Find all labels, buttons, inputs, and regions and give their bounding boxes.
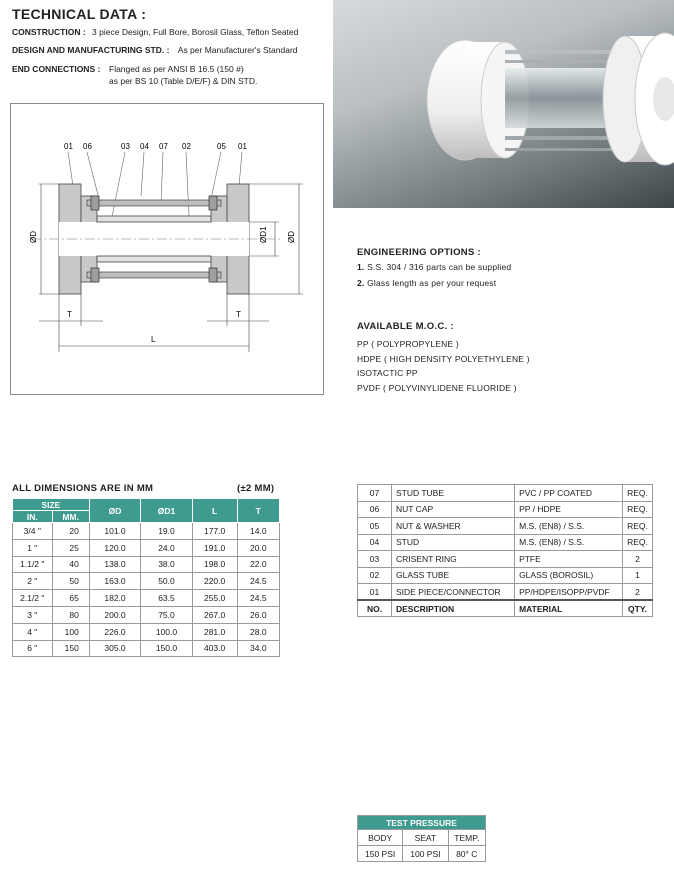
in-header: IN. — [13, 511, 53, 523]
part-desc: SIDE PIECE/CONNECTOR — [392, 584, 515, 601]
cross-section-diagram — [11, 104, 323, 394]
cell-in: 3 " — [13, 606, 53, 623]
header-material: MATERIAL — [515, 600, 623, 617]
col-temp: TEMP. — [448, 830, 486, 846]
cell-d: 226.0 — [89, 623, 140, 640]
cell-l: 220.0 — [192, 573, 237, 590]
cell-mm: 20 — [52, 523, 89, 540]
table-row — [358, 830, 486, 846]
test-pressure-table — [357, 815, 486, 862]
table-row — [358, 518, 653, 535]
cell-l: 403.0 — [192, 640, 237, 657]
col-seat: SEAT — [403, 830, 448, 846]
cell-t: 24.5 — [237, 590, 279, 607]
part-no: 07 — [358, 485, 392, 502]
part-material: PVC / PP COATED — [515, 485, 623, 502]
callout-06: 06 — [83, 142, 92, 151]
technical-data-title: TECHNICAL DATA : — [12, 6, 147, 22]
cell-mm: 65 — [52, 590, 89, 607]
cell-mm: 50 — [52, 573, 89, 590]
part-desc: GLASS TUBE — [392, 567, 515, 584]
table-row — [358, 584, 653, 601]
cell-in: 2.1/2 " — [13, 590, 53, 607]
cell-t: 20.0 — [237, 539, 279, 556]
col-body: BODY — [358, 830, 403, 846]
cell-in: 2 " — [13, 573, 53, 590]
product-photo — [333, 0, 674, 208]
dim-t-left: T — [67, 310, 72, 319]
cell-in: 1 " — [13, 539, 53, 556]
engineering-item-1-num: 1. — [357, 262, 365, 272]
col-d-header: ØD — [89, 499, 140, 523]
table-row — [358, 501, 653, 518]
cell-d1: 150.0 — [141, 640, 192, 657]
part-desc: NUT CAP — [392, 501, 515, 518]
cell-mm: 40 — [52, 556, 89, 573]
end-value-1: Flanged as per ANSI B 16.5 (150 #) — [109, 64, 244, 74]
test-pressure-heading: TEST PRESSURE — [358, 816, 486, 830]
engineering-item-2-num: 2. — [357, 278, 365, 288]
cell-l: 191.0 — [192, 539, 237, 556]
header-qty: QTY. — [623, 600, 653, 617]
part-no: 06 — [358, 501, 392, 518]
engineering-item-1-text: S.S. 304 / 316 parts can be supplied — [367, 262, 512, 272]
col-t-header: T — [237, 499, 279, 523]
cell-t: 24.5 — [237, 573, 279, 590]
cell-t: 14.0 — [237, 523, 279, 540]
cell-d: 200.0 — [89, 606, 140, 623]
table-row — [358, 551, 653, 568]
cell-d: 305.0 — [89, 640, 140, 657]
cell-in: 4 " — [13, 623, 53, 640]
mm-header: MM. — [52, 511, 89, 523]
construction-value: 3 piece Design, Full Bore, Borosil Glass, Teflon Seated — [92, 27, 299, 37]
design-value: As per Manufacturer's Standard — [177, 45, 298, 55]
moc-item: ISOTACTIC PP — [357, 368, 418, 378]
part-no: 05 — [358, 518, 392, 535]
part-desc: STUD — [392, 534, 515, 551]
cell-in: 6 " — [13, 640, 53, 657]
table-row — [13, 573, 280, 590]
callout-01-left: 01 — [64, 142, 73, 151]
engineering-item-2 — [357, 276, 496, 291]
part-no: 03 — [358, 551, 392, 568]
cell-mm: 150 — [52, 640, 89, 657]
moc-list — [357, 337, 657, 395]
cell-l: 255.0 — [192, 590, 237, 607]
part-qty: REQ. — [623, 485, 653, 502]
value-seat: 100 PSI — [403, 846, 448, 862]
table-row — [13, 539, 280, 556]
cell-d: 138.0 — [89, 556, 140, 573]
part-qty: 2 — [623, 584, 653, 601]
moc-item: PP ( POLYPROPYLENE ) — [357, 339, 459, 349]
moc-item: HDPE ( HIGH DENSITY POLYETHYLENE ) — [357, 353, 530, 364]
callout-04: 04 — [140, 142, 149, 151]
technical-drawing — [10, 103, 324, 395]
table-row — [358, 485, 653, 502]
cell-d1: 38.0 — [141, 556, 192, 573]
part-qty: 1 — [623, 567, 653, 584]
cell-l: 198.0 — [192, 556, 237, 573]
table-row — [13, 606, 280, 623]
dim-t-right: T — [236, 310, 241, 319]
engineering-item-1 — [357, 260, 511, 275]
table-row — [13, 556, 280, 573]
cell-d1: 50.0 — [141, 573, 192, 590]
table-row — [13, 523, 280, 540]
part-no: 04 — [358, 534, 392, 551]
table-row — [13, 590, 280, 607]
moc-item: PVDF ( POLYVINYLIDENE FLUORIDE ) — [357, 382, 517, 393]
dimensions-tolerance: (±2 MM) — [237, 483, 275, 494]
callout-03: 03 — [121, 142, 130, 151]
value-body: 150 PSI — [358, 846, 403, 862]
cell-d1: 75.0 — [141, 606, 192, 623]
cell-mm: 100 — [52, 623, 89, 640]
cell-d1: 19.0 — [141, 523, 192, 540]
cell-l: 177.0 — [192, 523, 237, 540]
part-qty: REQ. — [623, 518, 653, 535]
dimensions-heading: ALL DIMENSIONS ARE IN MM — [12, 483, 154, 494]
table-row — [13, 623, 280, 640]
value-temp: 80° C — [448, 846, 486, 862]
dimensions-table — [12, 498, 280, 657]
callout-07: 07 — [159, 142, 168, 151]
dim-od-left: ØD — [29, 231, 38, 243]
cell-d: 182.0 — [89, 590, 140, 607]
sight-glass-illustration — [333, 0, 674, 208]
table-row — [13, 640, 280, 657]
part-material: PTFE — [515, 551, 623, 568]
dim-od1: ØD1 — [259, 226, 268, 243]
cell-t: 22.0 — [237, 556, 279, 573]
part-no: 01 — [358, 584, 392, 601]
col-d1-header: ØD1 — [141, 499, 192, 523]
callout-05: 05 — [217, 142, 226, 151]
cell-mm: 25 — [52, 539, 89, 556]
part-qty: REQ. — [623, 534, 653, 551]
cell-l: 281.0 — [192, 623, 237, 640]
table-row — [358, 846, 486, 862]
part-no: 02 — [358, 567, 392, 584]
callout-02: 02 — [182, 142, 191, 151]
cell-d1: 100.0 — [141, 623, 192, 640]
dim-l: L — [151, 335, 156, 344]
design-label: DESIGN AND MANUFACTURING STD. : — [12, 45, 170, 55]
parts-header-row — [358, 600, 653, 617]
cell-l: 267.0 — [192, 606, 237, 623]
cell-in: 3/4 " — [13, 523, 53, 540]
size-header: SIZE — [13, 499, 90, 511]
end-connections-label — [12, 64, 100, 75]
cell-d1: 63.5 — [141, 590, 192, 607]
part-desc: NUT & WASHER — [392, 518, 515, 535]
construction-line — [12, 27, 342, 38]
design-line — [12, 45, 342, 56]
cell-in: 1.1/2 " — [13, 556, 53, 573]
cell-d: 163.0 — [89, 573, 140, 590]
cell-t: 26.0 — [237, 606, 279, 623]
cell-t: 34.0 — [237, 640, 279, 657]
part-qty: 2 — [623, 551, 653, 568]
cell-t: 28.0 — [237, 623, 279, 640]
engineering-item-2-text: Glass length as per your request — [367, 278, 497, 288]
col-l-header: L — [192, 499, 237, 523]
part-material: M.S. (EN8) / S.S. — [515, 534, 623, 551]
header-no: NO. — [358, 600, 392, 617]
moc-heading: AVAILABLE M.O.C. : — [357, 321, 454, 332]
table-row — [358, 567, 653, 584]
parts-table — [357, 484, 653, 617]
part-qty: REQ. — [623, 501, 653, 518]
part-material: M.S. (EN8) / S.S. — [515, 518, 623, 535]
table-row — [358, 534, 653, 551]
end-value-2: as per BS 10 (Table D/E/F) & DIN STD. — [109, 76, 258, 86]
construction-label: CONSTRUCTION : — [12, 27, 86, 37]
dim-od-right: ØD — [287, 231, 296, 243]
part-material: GLASS (BOROSIL) — [515, 567, 623, 584]
part-material: PP/HDPE/ISOPP/PVDF — [515, 584, 623, 601]
cell-mm: 80 — [52, 606, 89, 623]
cell-d: 101.0 — [89, 523, 140, 540]
engineering-heading: ENGINEERING OPTIONS : — [357, 247, 482, 258]
callout-01-right: 01 — [238, 142, 247, 151]
header-description: DESCRIPTION — [392, 600, 515, 617]
cell-d: 120.0 — [89, 539, 140, 556]
end-label-text: END CONNECTIONS : — [12, 64, 101, 74]
cell-d1: 24.0 — [141, 539, 192, 556]
part-material: PP / HDPE — [515, 501, 623, 518]
part-desc: STUD TUBE — [392, 485, 515, 502]
part-desc: CRISENT RING — [392, 551, 515, 568]
